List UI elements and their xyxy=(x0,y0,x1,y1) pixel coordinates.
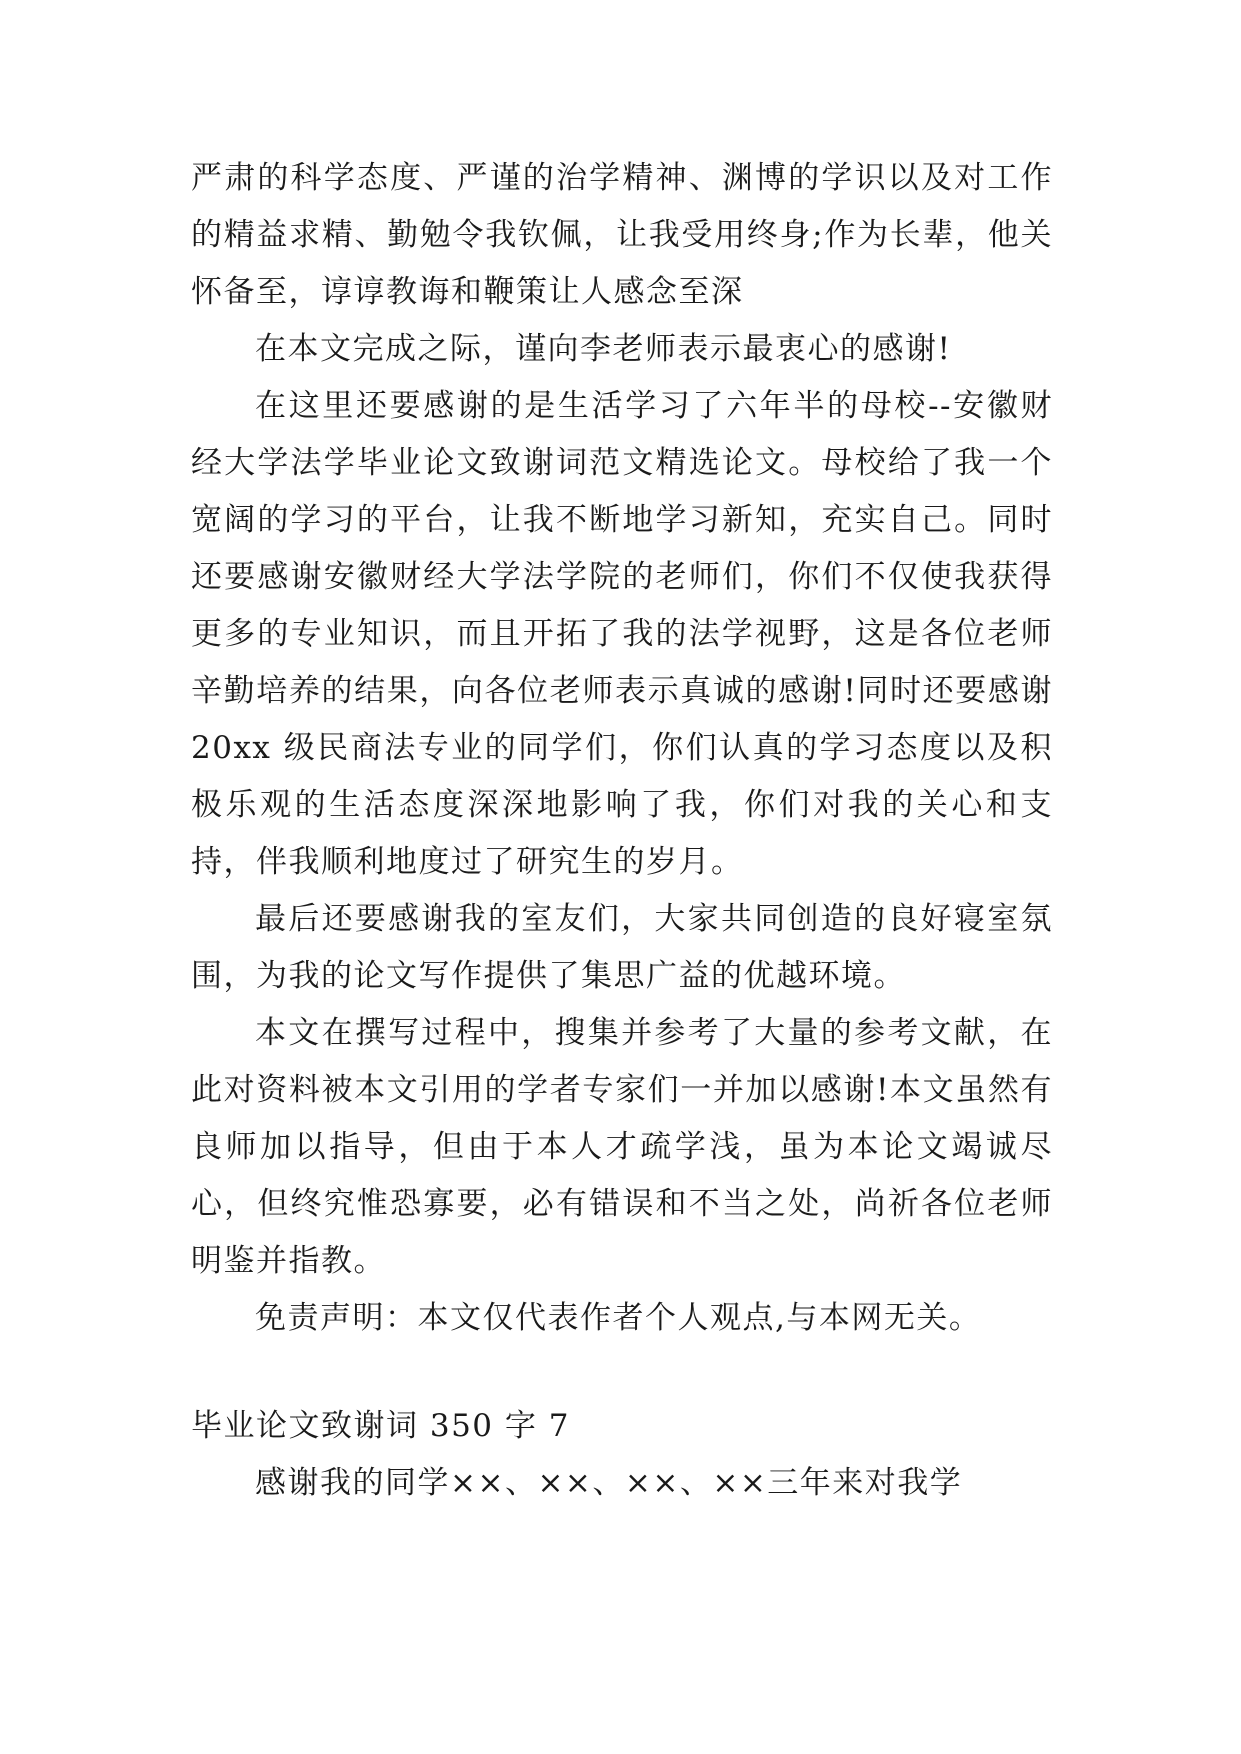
paragraph-thanks-classmates: 感谢我的同学××、××、××、××三年来对我学 xyxy=(255,1465,963,1501)
paragraph-thanks-references: 本文在撰写过程中，搜集并参考了大量的参考文献，在此对资料被本文引用的学者专家们一并加以感谢!本文虽然有良师加以指导，但由于本人才疏学浅，虽为本论文竭诚尽心，但终究惟恐寡要，必有错误和不当之处，尚祈各位老师明鉴并指教。 xyxy=(191,1015,1053,1279)
disclaimer: 免责声明：本文仅代表作者个人观点,与本网无关。 xyxy=(255,1300,982,1336)
paragraph-thanks-teacher: 在本文完成之际，谨向李老师表示最衷心的感谢! xyxy=(255,331,952,367)
paragraph-thanks-roommates: 最后还要感谢我的室友们，大家共同创造的良好寝室氛围，为我的论文写作提供了集思广益的优越环境。 xyxy=(191,901,1053,994)
paragraph-thanks-school: 在这里还要感谢的是生活学习了六年半的母校--安徽财经大学法学毕业论文致谢词范文精选论文。母校给了我一个宽阔的学习的平台，让我不断地学习新知，充实自己。同时还要感谢安徽财经大学法学院的老师们，你们不仅使我获得更多的专业知识，而且开拓了我的法学视野，这是各位老师辛勤培养的结果，向各位老师表示真诚的感谢!同时还要感谢 20xx 级民商法专业的同学们，你们认真的学习态度以及积极乐观的生活态度深深地影响了我，你们对我的关心和支持，伴我顺利地度过了研究生的岁月。 xyxy=(191,388,1053,880)
paragraph-continuation: 严肃的科学态度、严谨的治学精神、渊博的学识以及对工作的精益求精、勤勉令我钦佩，让我受用终身;作为长辈，他关怀备至，谆谆教诲和鞭策让人感念至深 xyxy=(191,160,1053,310)
section-heading: 毕业论文致谢词 350 字 7 xyxy=(191,1408,570,1444)
